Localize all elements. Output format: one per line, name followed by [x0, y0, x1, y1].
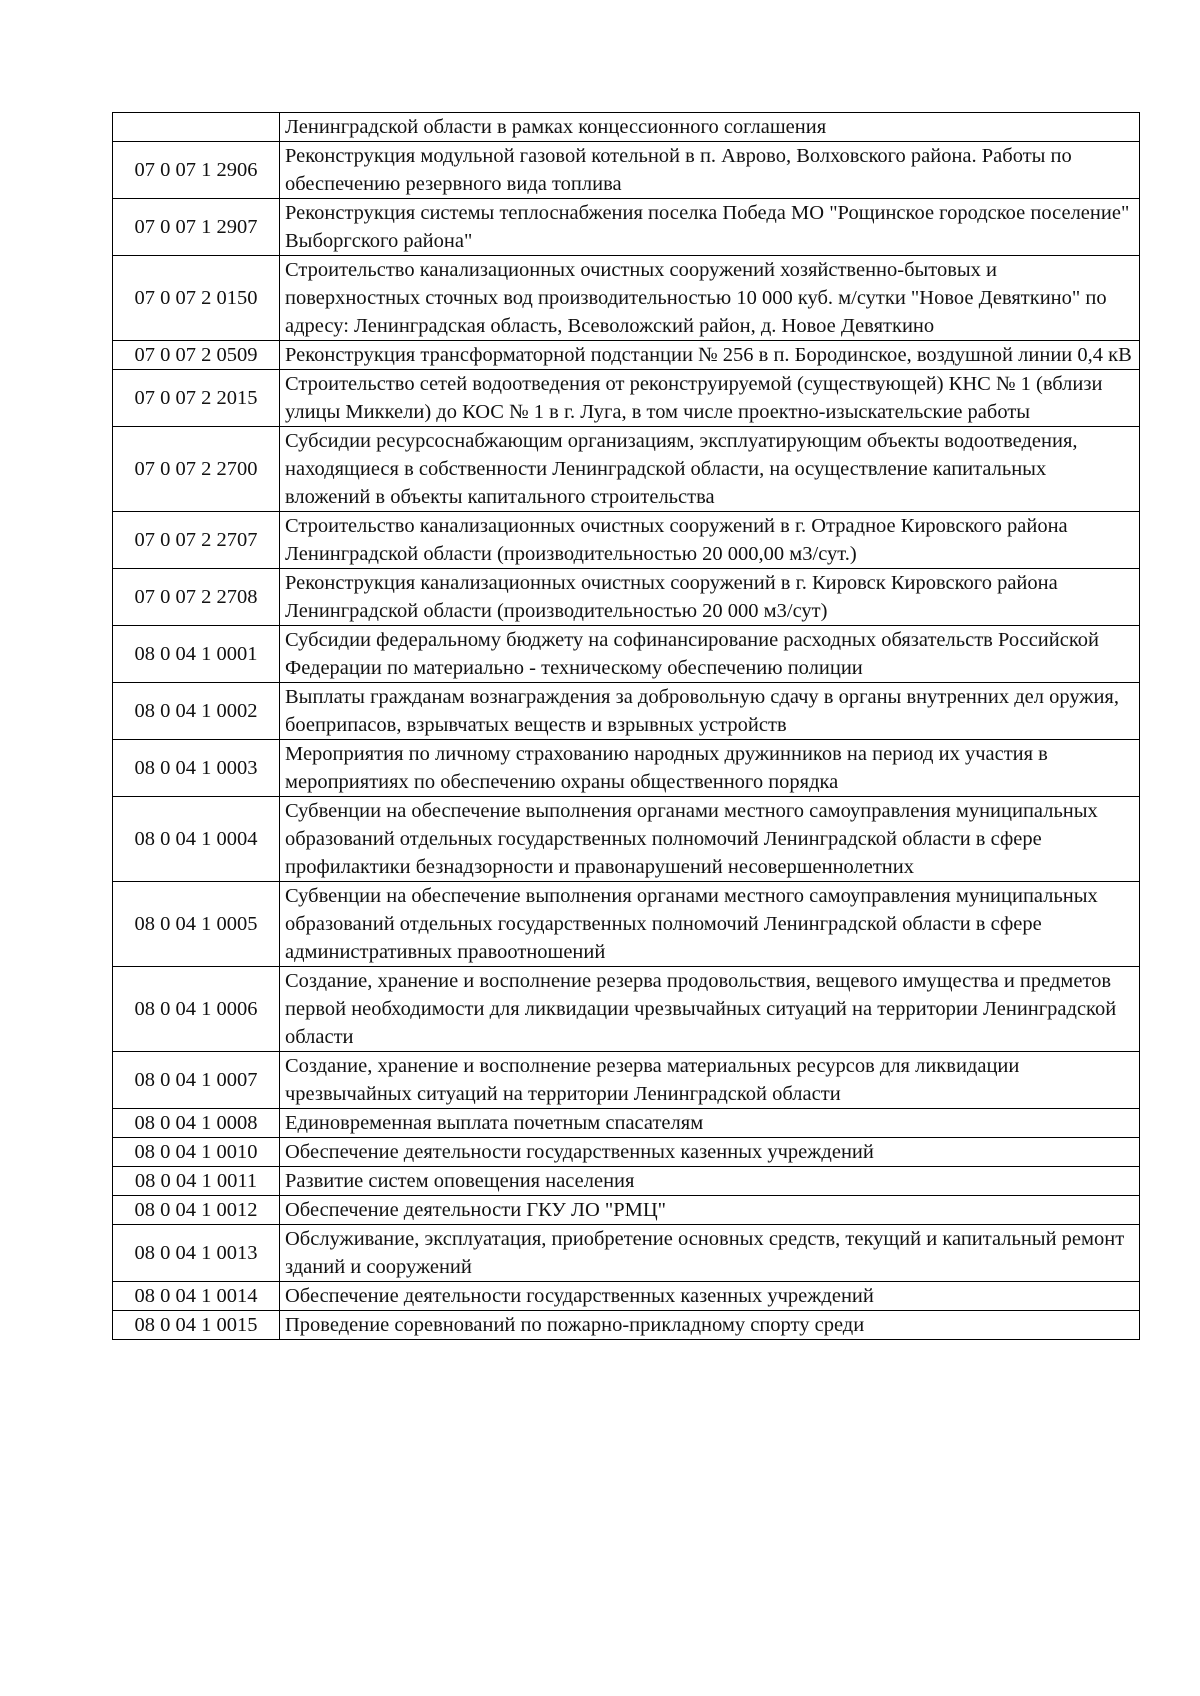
table-row — [113, 512, 1140, 569]
row-description: Реконструкция модульной газовой котельной в п. Аврово, Волховского района. Работы по обеспечению резервного вида топлива — [280, 142, 1140, 199]
row-description: Строительство сетей водоотведения от реконструируемой (существующей) КНС № 1 (вблизи улицы Миккели) до КОС № 1 в г. Луга, в том числе проектно-изыскательские работы — [280, 370, 1140, 427]
table-row — [113, 1225, 1140, 1282]
row-code: 08 0 04 1 0006 — [113, 967, 280, 1052]
row-description: Мероприятия по личному страхованию народных дружинников на период их участия в мероприятиях по обеспечению охраны общественного порядка — [280, 740, 1140, 797]
row-description: Реконструкция канализационных очистных сооружений в г. Кировск Кировского района Ленинградской области (производительностью 20 000 м3/сут) — [280, 569, 1140, 626]
table-body — [113, 113, 1140, 1340]
row-description: Создание, хранение и восполнение резерва продовольствия, вещевого имущества и предметов первой необходимости для ликвидации чрезвычайных ситуаций на территории Ленинградской области — [280, 967, 1140, 1052]
row-description: Обеспечение деятельности государственных казенных учреждений — [280, 1138, 1140, 1167]
table-row — [113, 341, 1140, 370]
row-code: 07 0 07 2 2708 — [113, 569, 280, 626]
table-row — [113, 1282, 1140, 1311]
table-row — [113, 113, 1140, 142]
row-code: 08 0 04 1 0013 — [113, 1225, 280, 1282]
row-description: Проведение соревнований по пожарно-прикладному спорту среди — [280, 1311, 1140, 1340]
row-description: Развитие систем оповещения населения — [280, 1167, 1140, 1196]
table-row — [113, 199, 1140, 256]
table-row — [113, 740, 1140, 797]
row-code: 07 0 07 2 0509 — [113, 341, 280, 370]
row-code: 08 0 04 1 0004 — [113, 797, 280, 882]
row-code: 08 0 04 1 0012 — [113, 1196, 280, 1225]
row-code: 07 0 07 2 0150 — [113, 256, 280, 341]
row-code: 08 0 04 1 0005 — [113, 882, 280, 967]
table-row — [113, 256, 1140, 341]
row-code: 07 0 07 1 2907 — [113, 199, 280, 256]
row-code: 08 0 04 1 0007 — [113, 1052, 280, 1109]
row-description: Обеспечение деятельности ГКУ ЛО "РМЦ" — [280, 1196, 1140, 1225]
table-row — [113, 427, 1140, 512]
table-row — [113, 967, 1140, 1052]
row-code: 08 0 04 1 0003 — [113, 740, 280, 797]
row-description: Единовременная выплата почетным спасателям — [280, 1109, 1140, 1138]
row-description: Обеспечение деятельности государственных казенных учреждений — [280, 1282, 1140, 1311]
row-code: 07 0 07 2 2700 — [113, 427, 280, 512]
row-code: 08 0 04 1 0001 — [113, 626, 280, 683]
table-row — [113, 1109, 1140, 1138]
table-row — [113, 882, 1140, 967]
table-row — [113, 1167, 1140, 1196]
row-code: 08 0 04 1 0008 — [113, 1109, 280, 1138]
row-description: Обслуживание, эксплуатация, приобретение основных средств, текущий и капитальный ремонт зданий и сооружений — [280, 1225, 1140, 1282]
row-description: Реконструкция трансформаторной подстанции № 256 в п. Бородинское, воздушной линии 0,4 кВ — [280, 341, 1140, 370]
row-code: 07 0 07 2 2707 — [113, 512, 280, 569]
table-row — [113, 1052, 1140, 1109]
row-description: Создание, хранение и восполнение резерва материальных ресурсов для ликвидации чрезвычайных ситуаций на территории Ленинградской области — [280, 1052, 1140, 1109]
row-code: 07 0 07 1 2906 — [113, 142, 280, 199]
row-description: Строительство канализационных очистных сооружений хозяйственно-бытовых и поверхностных сточных вод производительностью 10 000 куб. м/сутки "Новое Девяткино" по адресу: Ленинградская область, Всеволожский район, д. Новое Девяткино — [280, 256, 1140, 341]
table-row — [113, 626, 1140, 683]
row-description: Строительство канализационных очистных сооружений в г. Отрадное Кировского района Ленинградской области (производительностью 20 000,00 м3/сут.) — [280, 512, 1140, 569]
table-row — [113, 142, 1140, 199]
row-description: Реконструкция системы теплоснабжения поселка Победа МО "Рощинское городское поселение" Выборгского района" — [280, 199, 1140, 256]
row-code: 08 0 04 1 0010 — [113, 1138, 280, 1167]
row-code: 08 0 04 1 0002 — [113, 683, 280, 740]
budget-codes-table — [112, 112, 1140, 1340]
row-description: Субвенции на обеспечение выполнения органами местного самоуправления муниципальных образований отдельных государственных полномочий Ленинградской области в сфере административных правоотношений — [280, 882, 1140, 967]
row-description: Субсидии ресурсоснабжающим организациям, эксплуатирующим объекты водоотведения, находящиеся в собственности Ленинградской области, на осуществление капитальных вложений в объекты капитального строительства — [280, 427, 1140, 512]
row-code — [113, 113, 280, 142]
row-code: 08 0 04 1 0015 — [113, 1311, 280, 1340]
table-row — [113, 569, 1140, 626]
row-code: 08 0 04 1 0011 — [113, 1167, 280, 1196]
table-row — [113, 370, 1140, 427]
row-description: Субвенции на обеспечение выполнения органами местного самоуправления муниципальных образований отдельных государственных полномочий Ленинградской области в сфере профилактики безнадзорности и правонарушений несовершеннолетних — [280, 797, 1140, 882]
row-description: Выплаты гражданам вознаграждения за добровольную сдачу в органы внутренних дел оружия, боеприпасов, взрывчатых веществ и взрывных устройств — [280, 683, 1140, 740]
table-row — [113, 1196, 1140, 1225]
row-code: 07 0 07 2 2015 — [113, 370, 280, 427]
row-description: Субсидии федеральному бюджету на софинансирование расходных обязательств Российской Федерации по материально - техническому обеспечению полиции — [280, 626, 1140, 683]
table-row — [113, 683, 1140, 740]
table-row — [113, 1311, 1140, 1340]
table-row — [113, 1138, 1140, 1167]
table-row — [113, 797, 1140, 882]
row-description: Ленинградской области в рамках концессионного соглашения — [280, 113, 1140, 142]
row-code: 08 0 04 1 0014 — [113, 1282, 280, 1311]
